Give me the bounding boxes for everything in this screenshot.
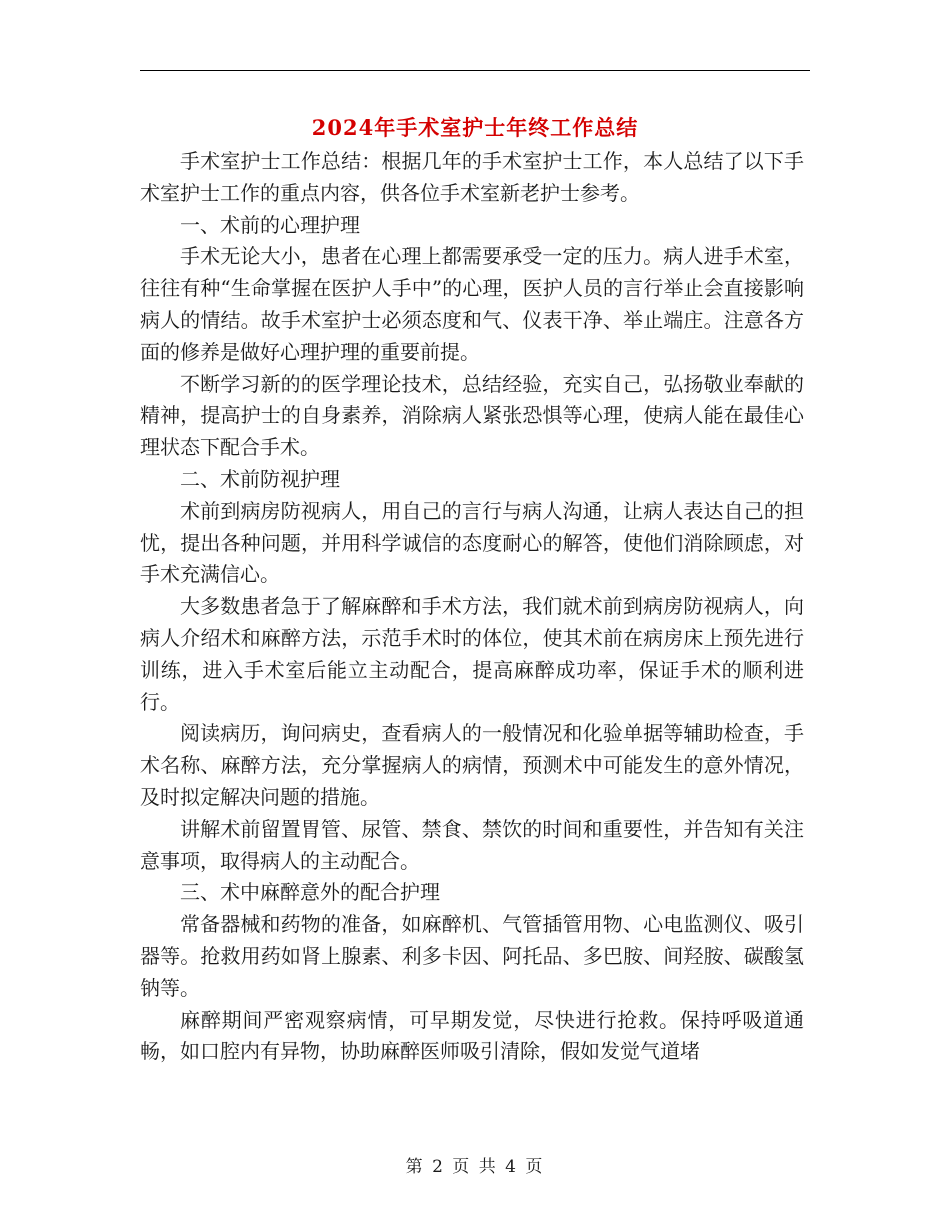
section-heading-3: 三、术中麻醉意外的配合护理 bbox=[180, 880, 440, 905]
page-number-footer: 第 2 页 共 4 页 bbox=[405, 1157, 545, 1177]
paragraph: 大多数患者急于了解麻醉和手术方法，我们就术前到病房防视病人，向病人介绍术和麻醉方法，示范手术时的体位，使其术前在病房床上预先进行训练，进入手术室后能立主动配合，提高麻醉成功率，保证手术的顺利进行。 bbox=[140, 594, 804, 714]
document-title: 2024年手术室护士年终工作总结 bbox=[311, 115, 639, 140]
header-rule bbox=[140, 70, 810, 71]
paragraph-intro: 手术室护士工作总结：根据几年的手术室护士工作，本人总结了以下手术室护士工作的重点内容，供各位手术室新老护士参考。 bbox=[140, 149, 804, 205]
paragraph: 不断学习新的的医学理论技术，总结经验，充实自己，弘扬敬业奉献的精神，提高护士的自身素养，消除病人紧张恐惧等心理，使病人能在最佳心理状态下配合手术。 bbox=[140, 371, 804, 460]
paragraph: 常备器械和药物的准备，如麻醉机、气管插管用物、心电监测仪、吸引器等。抢救用药如肾上腺素、利多卡因、阿托品、多巴胺、间羟胺、碳酸氢钠等。 bbox=[140, 912, 804, 1000]
document-body bbox=[140, 146, 804, 1068]
paragraph: 术前到病房防视病人，用自己的言行与病人沟通，让病人表达自己的担忧，提出各种问题，并用科学诚信的态度耐心的解答，使他们消除顾虑，对手术充满信心。 bbox=[140, 498, 804, 587]
paragraph: 手术无论大小，患者在心理上都需要承受一定的压力。病人进手术室，往往有种“生命掌握在医护人手中”的心理，医护人员的言行举止会直接影响病人的情结。故手术室护士必须态度和气、仪表干净、举止端庄。注意各方面的修养是做好心理护理的重要前提。 bbox=[140, 244, 804, 364]
paragraph: 麻醉期间严密观察病情，可早期发觉，尽快进行抢救。保持呼吸道通畅，如口腔内有异物，协助麻醉医师吸引清除，假如发觉气道堵 bbox=[140, 1007, 804, 1064]
paragraph: 阅读病历，询问病史，查看病人的一般情况和化验单据等辅助检查，手术名称、麻醉方法，充分掌握病人的病情，预测术中可能发生的意外情况，及时拟定解决问题的措施。 bbox=[140, 721, 804, 809]
paragraph: 讲解术前留置胃管、尿管、禁食、禁饮的时间和重要性，并告知有关注意事项，取得病人的主动配合。 bbox=[140, 816, 804, 873]
section-heading-2: 二、术前防视护理 bbox=[180, 466, 340, 491]
section-heading-1: 一、术前的心理护理 bbox=[180, 212, 360, 237]
